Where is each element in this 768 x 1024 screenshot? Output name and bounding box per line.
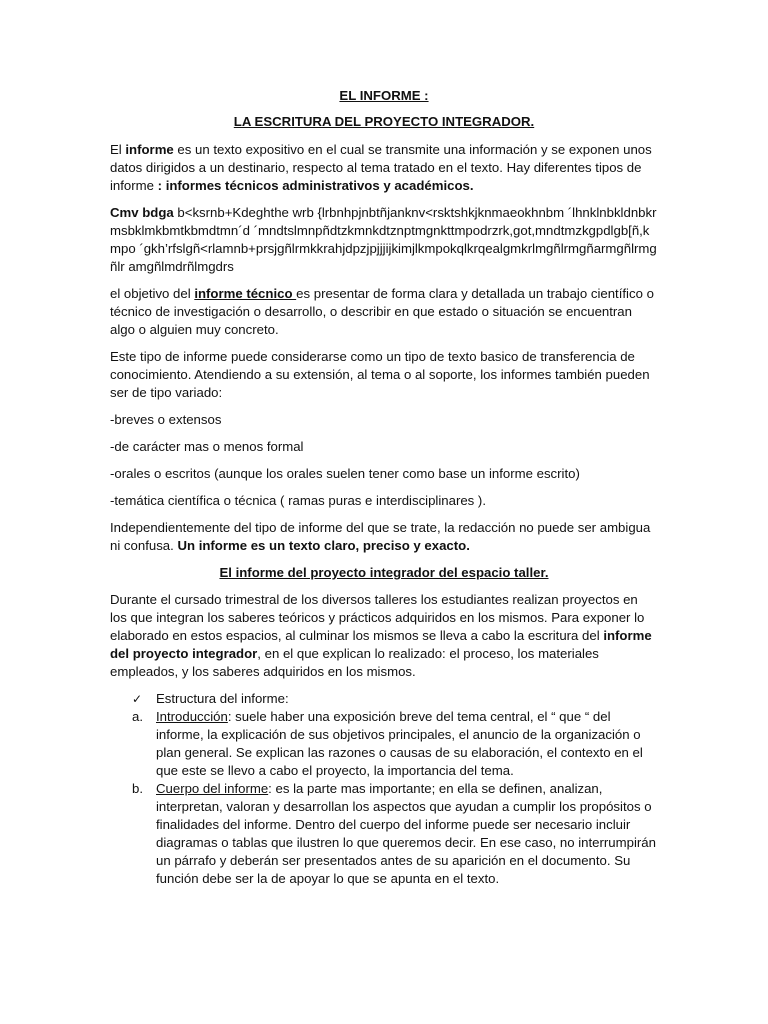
list-item: [110, 708, 658, 780]
list-marker: a.: [132, 709, 143, 724]
paragraph-gibberish: [110, 204, 658, 276]
document-title: EL INFORME :: [339, 88, 429, 103]
list-item-text: : suele haber una exposición breve del tema central, el “ que “ del informe, la explicación de sus objetivos principales, el anuncio de la organización o plan general. Se explican las razones o causas de su elaboración, el contexto en el que este se llevo a cabo el proyecto, la importancia del tema.: [156, 709, 643, 778]
bold-underlined-text: informe técnico: [194, 286, 297, 301]
text: el objetivo del: [110, 286, 195, 301]
checkmark-icon: ✓: [132, 692, 143, 706]
text: b<ksrnb+Kdeghthe wrb {lrbnhpjnbtñjanknv<rsktshkjknmaeokhnbm ´lhnklnbkldnbkrmsbklmkbmtkbmdtmn´d ´mndtslmnpñdtzkmnkdtznptmgnkttmpodrzrk,got,mndtmzkgpdlgb[ñ,kmpo ´gkh’rfslgñ<rlamnb+prsjgñlrmkkrahjdpzjpjjjijkimjlkmpokqlkrqealgmkrlmgñlrmgñarmgñlrmgñlr amgñlmdrñlmgdrs: [110, 205, 657, 274]
list-item: [110, 690, 658, 708]
text: Durante el cursado trimestral de los diversos talleres los estudiantes realizan proyectos en los que integran los saberes teóricos y prácticos adquiridos en los mismos. Para exponer lo elaborado en estos espacios, al culminar los mismos se lleva a cabo la escritura del: [110, 592, 645, 643]
bold-text: Un informe es un texto claro, preciso y exacto.: [177, 538, 470, 553]
paragraph-workshop: [110, 591, 658, 681]
bullet-line: -temática científica o técnica ( ramas puras e interdisciplinares ).: [110, 493, 486, 508]
paragraph-types: Este tipo de informe puede considerarse como un tipo de texto basico de transferencia de conocimiento. Atendiendo a su extensión, al tema o al soporte, los informes también pueden ser de tipo variado:: [110, 349, 650, 400]
text: El: [110, 142, 126, 157]
structure-list: [110, 690, 658, 888]
document-body: [110, 87, 658, 888]
bold-text: informe: [125, 142, 174, 157]
text: , en el que explican lo realizado: el proceso, los materiales empleados, y los saberes adquiridos en los mismos.: [110, 646, 599, 679]
bullet-line: -orales o escritos (aunque los orales suelen tener como base un informe escrito): [110, 466, 580, 481]
bullet-line: -de carácter mas o menos formal: [110, 439, 304, 454]
paragraph-objective: [110, 285, 658, 339]
text: es un texto expositivo en el cual se transmite una información y se exponen unos datos dirigidos a un destinario, respecto al tema tratado en el texto. Hay diferentes tipos de informe: [110, 142, 652, 193]
bullet-line: -breves o extensos: [110, 412, 222, 427]
list-marker: b.: [132, 781, 143, 796]
paragraph-clarity: [110, 519, 658, 555]
section-heading: El informe del proyecto integrador del espacio taller.: [219, 565, 549, 580]
list-item-text: Estructura del informe:: [156, 691, 289, 706]
list-item-label: Cuerpo del informe: [156, 781, 269, 796]
text: Independientemente del tipo de informe del que se trate, la redacción no puede ser ambigua ni confusa.: [110, 520, 651, 553]
list-item-label: Introducción: [156, 709, 228, 724]
list-item-text: : es la parte mas importante; en ella se definen, analizan, interpretan, valoran y desarrollan los aspectos que ayudan a cumplir los propósitos o finalidades del informe. Dentro del cuerpo del informe puede ser necesario incluir diagramas o tablas que ilustren lo que queremos decir. En ese caso, no interrumpirán un párrafo y deberán ser presentados antes de su aparición en el documento. Su función debe ser la de apoyar lo que se apunta en el texto.: [156, 781, 656, 886]
text: es presentar de forma clara y detallada un trabajo científico o técnico de investigación o desarrollo, o describir en que estado o situación se encuentran algo o alguien muy concreto.: [110, 286, 654, 337]
bold-text: Cmv bdga: [110, 205, 174, 220]
document-subtitle: LA ESCRITURA DEL PROYECTO INTEGRADOR.: [233, 114, 535, 129]
bold-text: : informes técnicos administrativos y académicos.: [157, 178, 474, 193]
list-item: [110, 780, 658, 888]
bold-text: informe del proyecto integrador: [110, 628, 652, 661]
paragraph-definition: [110, 141, 658, 195]
